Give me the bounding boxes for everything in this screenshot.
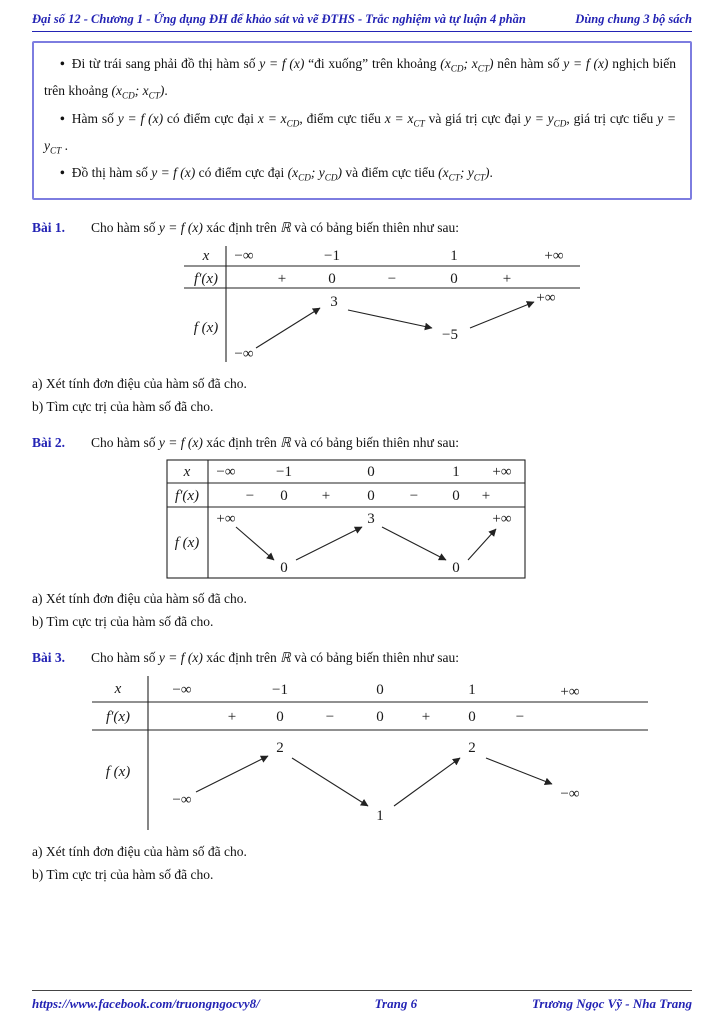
decrease-arrow [292,758,368,806]
exercise-3 [32,650,692,666]
f-row-label: f (x) [193,319,219,336]
exercise-2-prompt: Cho hàm số y = f (x) xác định trên ℝ và có bảng biến thiên như sau: [91,434,459,450]
theory-bullet-1 [44,51,676,106]
variation-table-2 [166,459,526,579]
svg-text:+: + [481,487,491,504]
svg-text:0: 0 [328,270,336,287]
bullet2-text: , điểm cực tiểu [299,110,385,126]
reals-symbol: ℝ [280,649,291,665]
footer-author: Trương Ngọc Vỹ - Nha Trang [531,996,692,1011]
svg-text:−: − [325,708,335,725]
svg-text:2: 2 [276,739,284,756]
fprime-row-label: f′(x) [174,487,200,504]
bullet3-point: ($x_{CT}$; $y_{CT}$) [438,165,490,183]
svg-text:0: 0 [452,559,460,576]
svg-text:+∞: +∞ [536,289,556,306]
bullet2-math: $x = x_{CT}$ [384,110,425,129]
header-title: Đại số 12 - Chương 1 - Ứng dụng ĐH để khảo sát và vẽ ĐTHS - Trắc nghiệm và tự luận 4 phần [32,12,526,26]
footer-facebook-link[interactable]: https://www.facebook.com/truongngocvy8/ [32,996,260,1011]
bullet-icon: • [60,165,65,181]
bullet2-text: và giá trị cực đại [424,110,525,126]
exercise-3-question-a: a) Xét tính đơn điệu của hàm số đã cho. [32,843,247,859]
bullet1-interval: ($x_{CD}$; $x_{CT}$) [440,56,494,74]
svg-text:−∞: −∞ [234,345,254,362]
exercise-3-table-wrap [32,674,692,837]
svg-text:−∞: −∞ [216,463,236,480]
x-row-label: x [202,247,210,264]
exercise-1-table-wrap [32,244,692,369]
exercise-1-label: Bài 1. [32,219,66,235]
exercise-2-question-b: b) Tìm cực trị của hàm số đã cho. [32,613,214,629]
svg-text:+∞: +∞ [492,510,512,527]
svg-text:0: 0 [376,708,384,725]
theory-box [32,41,692,200]
bullet1-interval: ($x_{CD}$; $x_{CT}$) [111,83,165,101]
bullet-icon: • [60,110,65,126]
bullet2-text: . [61,137,68,153]
exercise-1-question-b: b) Tìm cực trị của hàm số đã cho. [32,398,214,414]
svg-text:−∞: −∞ [234,247,254,264]
bullet1-text: nên hàm số [493,56,564,71]
svg-text:+∞: +∞ [492,463,512,480]
variation-table-1 [182,244,582,364]
svg-text:1: 1 [450,247,458,264]
bullet1-text: Đi từ trái sang phải đồ thị hàm số [71,56,260,71]
f-row-label: f (x) [105,763,131,780]
exercise-3-label: Bài 3. [32,649,66,665]
header-edition: Dùng chung 3 bộ sách [575,12,692,26]
decrease-arrow [348,310,432,328]
svg-text:0: 0 [376,681,384,698]
increase-arrow [394,758,460,806]
bullet1-math: y = f (x) [259,56,305,71]
svg-text:−1: −1 [324,247,340,264]
svg-text:1: 1 [376,807,384,824]
svg-text:−: − [409,487,419,504]
bullet1-text: . [164,83,168,99]
page-header [32,12,692,32]
bullet3-point: ($x_{CD}$; $y_{CD}$) [287,165,342,183]
theory-bullet-3 [44,160,676,187]
bullet2-math: $y = y_{CD}$ [524,110,567,129]
exercise-1-prompt: Cho hàm số y = f (x) xác định trên ℝ và có bảng biến thiên như sau: [91,219,459,235]
svg-text:+: + [502,270,512,287]
svg-text:−5: −5 [442,326,458,343]
exercise-2 [32,435,692,451]
svg-text:+∞: +∞ [544,247,564,264]
svg-text:0: 0 [276,708,284,725]
increase-arrow [296,527,362,560]
fprime-row-label: f′(x) [193,270,219,287]
svg-text:0: 0 [280,487,288,504]
bullet3-text: có điểm cực đại [195,165,288,181]
svg-text:−1: −1 [272,681,288,698]
svg-text:−: − [387,270,397,287]
svg-text:1: 1 [452,463,460,480]
bullet3-text: . [489,165,493,181]
reals-symbol: ℝ [280,219,291,235]
svg-text:2: 2 [468,739,476,756]
reals-symbol: ℝ [280,434,291,450]
bullet1-text: “đi xuống” trên khoảng [304,56,441,71]
footer-page-number: Trang 6 [374,996,418,1011]
svg-text:0: 0 [468,708,476,725]
bullet2-text: Hàm số [71,110,118,126]
bullet2-math: y = f (x) [117,110,164,126]
bullet2-math: $x = x_{CD}$ [257,110,300,129]
svg-text:0: 0 [450,270,458,287]
bullet2-text: có điểm cực đại [163,110,258,126]
svg-text:0: 0 [367,463,375,480]
svg-text:−∞: −∞ [172,791,192,808]
svg-text:+: + [421,708,431,725]
svg-text:3: 3 [367,510,375,527]
page-footer [32,990,692,1012]
increase-arrow [256,308,320,348]
svg-text:+∞: +∞ [216,510,236,527]
bullet3-text: Đồ thị hàm số [71,165,152,181]
svg-text:−1: −1 [276,463,292,480]
exercise-1-question-a: a) Xét tính đơn điệu của hàm số đã cho. [32,375,247,391]
increase-arrow [196,756,268,792]
bullet2-math: $y = y_{CT}$ [44,110,677,156]
svg-text:3: 3 [330,293,338,310]
svg-text:1: 1 [468,681,476,698]
exercise-1 [32,220,692,236]
bullet-icon: • [60,56,65,71]
decrease-arrow [382,527,446,560]
svg-text:+: + [321,487,331,504]
f-row-label: f (x) [174,534,200,551]
x-row-label: x [114,680,122,697]
exercise-3-question-b: b) Tìm cực trị của hàm số đã cho. [32,866,214,882]
bullet1-math: y = f (x) [563,56,609,71]
svg-text:−∞: −∞ [172,681,192,698]
svg-text:0: 0 [367,487,375,504]
svg-text:0: 0 [452,487,460,504]
bullet2-text: , giá trị cực tiểu [566,110,658,126]
increase-arrow [470,302,534,328]
exercise-2-question-a: a) Xét tính đơn điệu của hàm số đã cho. [32,590,247,606]
x-row-label: x [183,463,191,480]
exercise-2-label: Bài 2. [32,434,66,450]
svg-text:0: 0 [280,559,288,576]
svg-text:+: + [227,708,237,725]
exercise-3-prompt: Cho hàm số y = f (x) xác định trên ℝ và có bảng biến thiên như sau: [91,649,459,665]
svg-text:−∞: −∞ [560,785,580,802]
bullet3-math: y = f (x) [151,165,196,181]
exercise-2-table-wrap [32,459,692,584]
bullet1-text: nghịch biến trên khoảng [44,56,676,99]
increase-arrow [468,529,496,560]
theory-bullet-2 [44,106,676,161]
decrease-arrow [236,527,274,560]
svg-text:+: + [277,270,287,287]
svg-text:−: − [515,708,525,725]
fprime-row-label: f′(x) [105,708,131,725]
decrease-arrow [486,758,552,784]
variation-table-3 [90,674,650,832]
svg-text:−: − [245,487,255,504]
svg-text:+∞: +∞ [560,683,580,700]
bullet3-text: và điểm cực tiểu [341,165,439,181]
